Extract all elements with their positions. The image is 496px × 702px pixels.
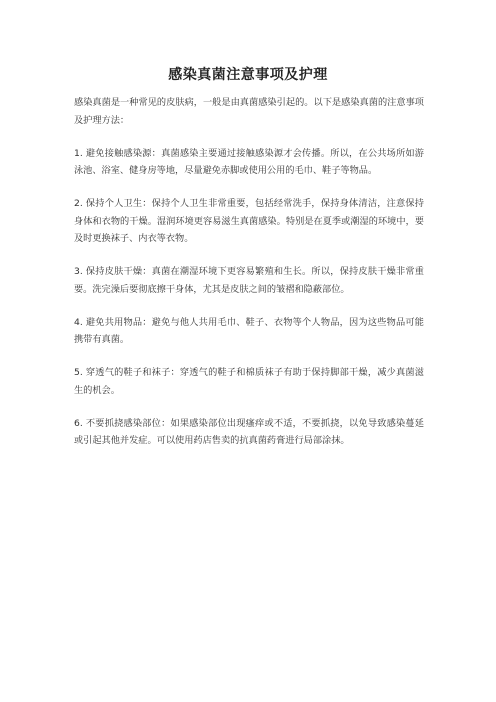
list-item: 3. 保持皮肤干燥：真菌在潮湿环境下更容易繁殖和生长。所以，保持皮肤干燥非常重要。洗完澡后要彻底擦干身体，尤其是皮肤之间的皱褶和隐蔽部位。 [74, 266, 424, 295]
list-item: 5. 穿透气的鞋子和袜子：穿透气的鞋子和棉质袜子有助于保持脚部干燥，减少真菌滋生的机会。 [74, 367, 424, 396]
list-item: 1. 避免接触感染源：真菌感染主要通过接触感染源才会传播。所以，在公共场所如游泳池、浴室、健身房等地，尽量避免赤脚或使用公用的毛巾、鞋子等物品。 [74, 147, 424, 176]
list-item: 4. 避免共用物品：避免与他人共用毛巾、鞋子、衣物等个人物品，因为这些物品可能携带有真菌。 [74, 316, 424, 345]
list-item: 2. 保持个人卫生：保持个人卫生非常重要，包括经常洗手，保持身体清洁，注意保持身体和衣物的干燥。湿润环境更容易滋生真菌感染。特别是在夏季或潮湿的环境中，要及时更换袜子、内衣等衣物。 [74, 198, 424, 244]
document-body [74, 94, 424, 465]
page-title: 感染真菌注意事项及护理 [168, 67, 328, 83]
intro-paragraph: 感染真菌是一种常见的皮肤病，一般是由真菌感染引起的。以下是感染真菌的注意事项及护理方法： [74, 97, 424, 126]
list-item: 6. 不要抓挠感染部位：如果感染部位出现瘙痒或不适，不要抓挠，以免导致感染蔓延或引起其他并发症。可以使用药店售卖的抗真菌药膏进行局部涂抹。 [74, 417, 424, 446]
